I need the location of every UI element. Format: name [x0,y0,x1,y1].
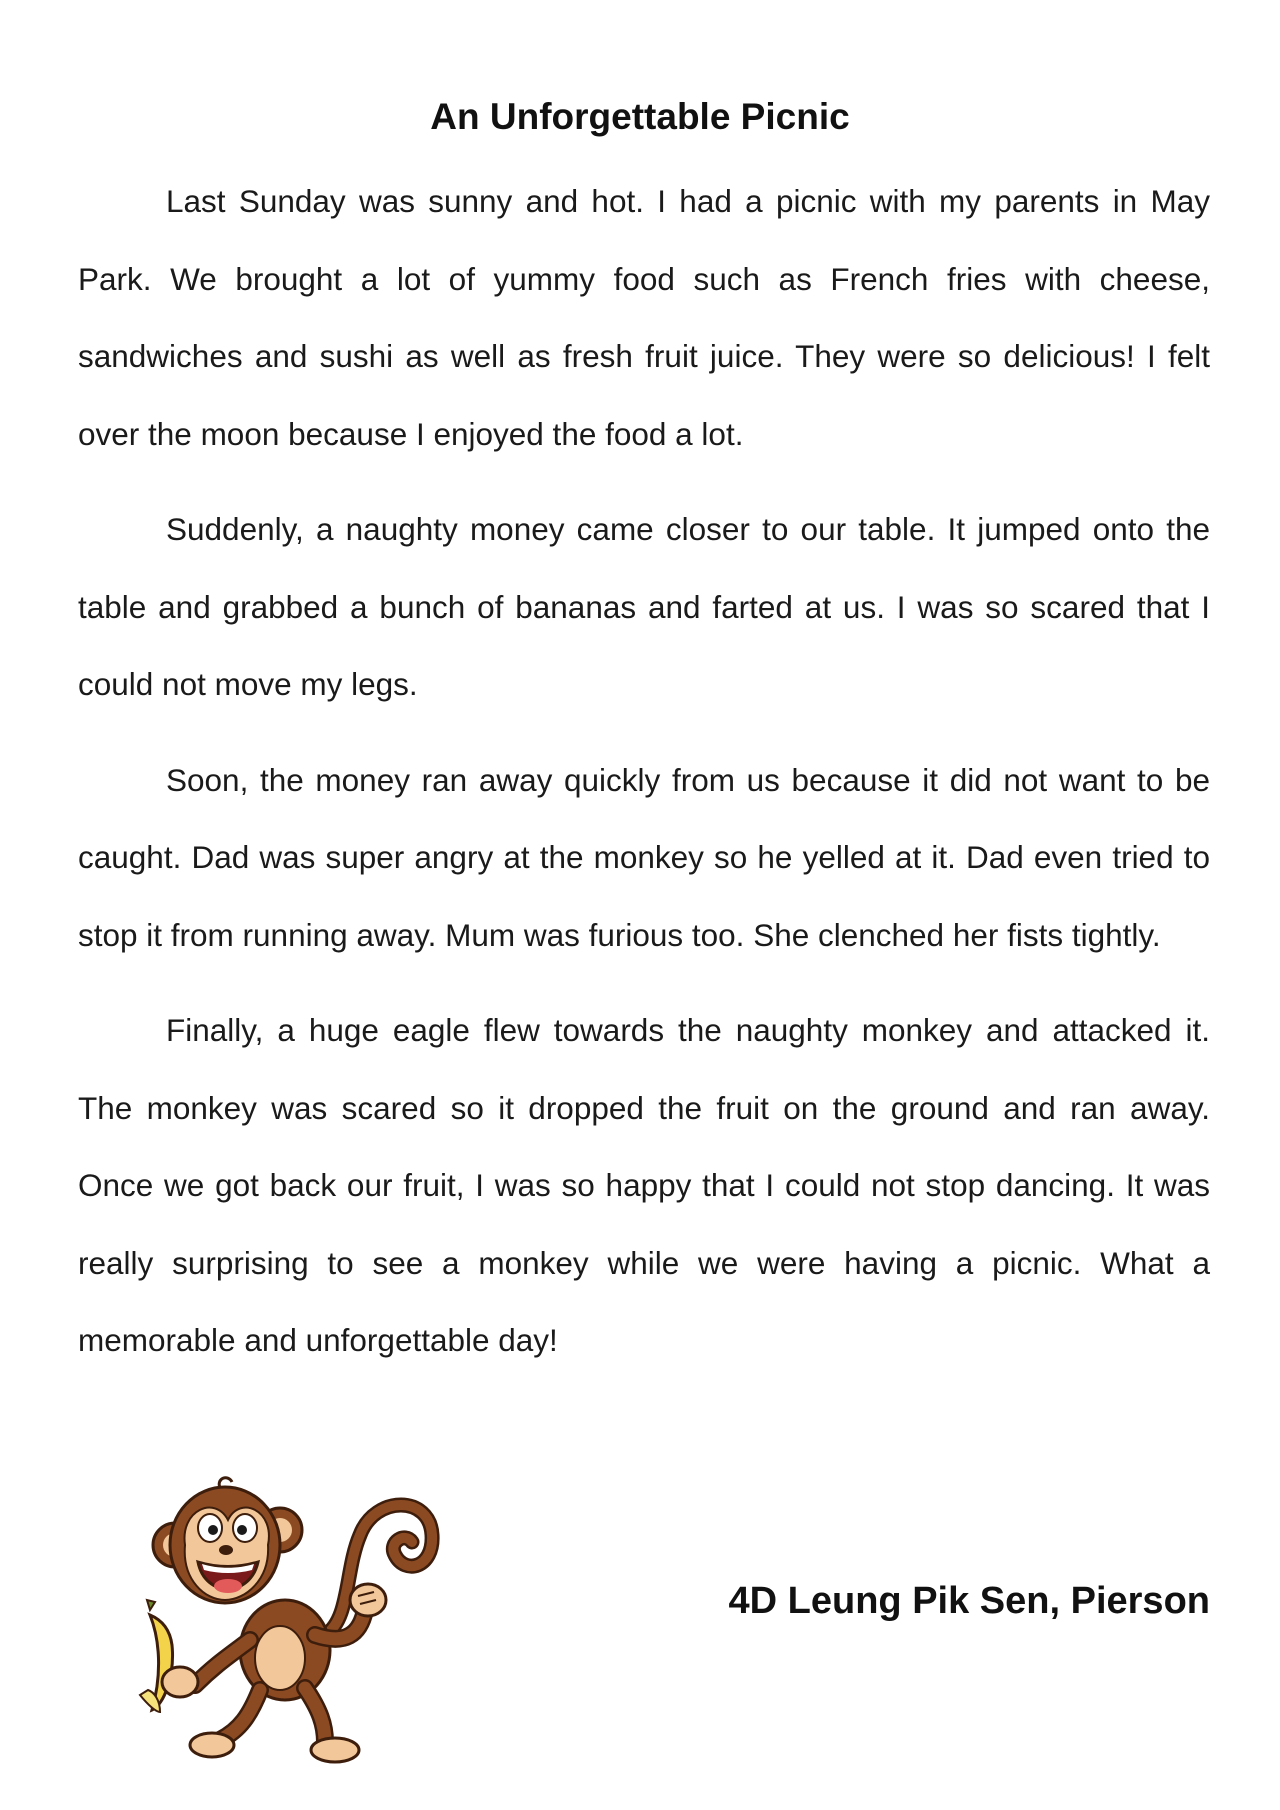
paragraph-3: Soon, the money ran away quickly from us because it did not want to be caught. Dad was super angry at the monkey so he yelled at it. Dad even tried to stop it from running away. Mum was furious too. She clenched her fists tightly. [78,761,1210,953]
author-name: 4D Leung Pik Sen, Pierson [728,1580,1210,1622]
essay-body [78,163,1210,1398]
page-title: An Unforgettable Picnic [430,96,850,137]
paragraph-1: Last Sunday was sunny and hot. I had a picnic with my parents in May Park. We brought a lot of yummy food such as French fries with cheese, sandwiches and sushi as well as fresh fruit juice. They were so delicious! I felt over the moon because I enjoyed the food a lot. [78,183,1210,452]
paragraph-2: Suddenly, a naughty money came closer to our table. It jumped onto the table and grabbed a bunch of bananas and farted at us. I was so scared that I could not move my legs. [78,511,1210,702]
monkey-holding-banana-icon [120,1450,440,1770]
paragraph-4: Finally, a huge eagle flew towards the naughty monkey and attacked it. The monkey was scared so it dropped the fruit on the ground and ran away. Once we got back our fruit, I was so happy that I could not stop dancing. It was really surprising to see a monkey while we were having a picnic. What a memorable and unforgettable day! [78,1012,1210,1358]
